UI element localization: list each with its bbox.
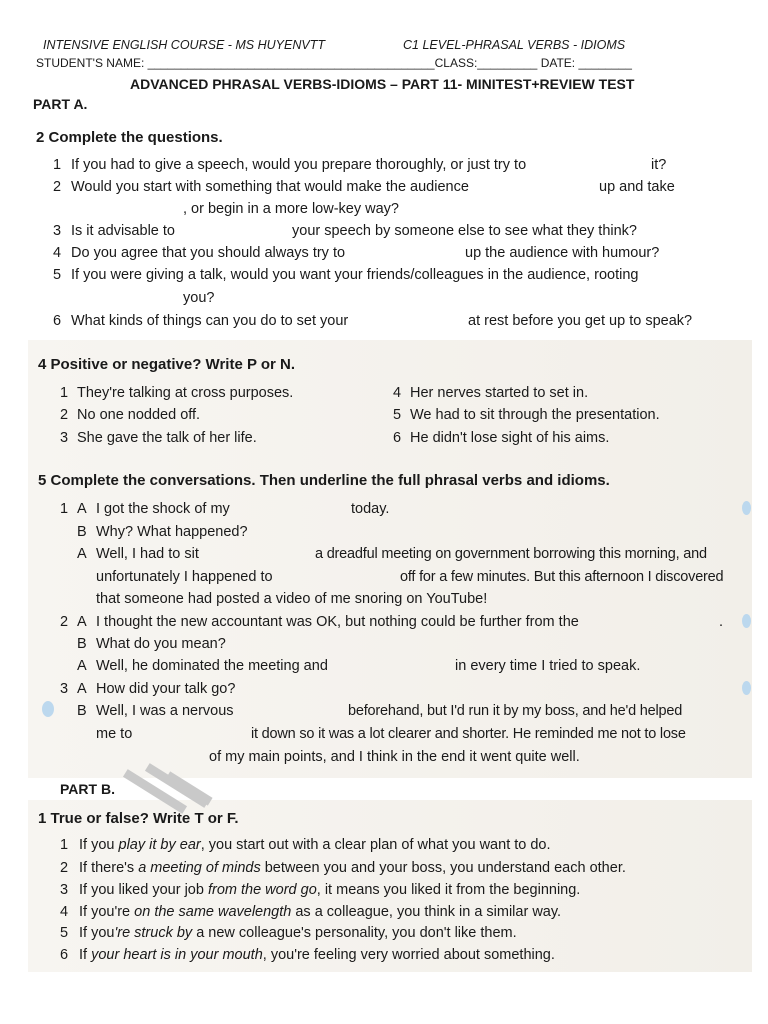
item-number: 1	[60, 501, 69, 517]
decorative-dot	[742, 681, 751, 695]
item-text: Would you start with something that would make the audience	[71, 179, 469, 195]
item-text: , or begin in a more low-key way?	[183, 201, 399, 217]
item-text	[79, 947, 555, 963]
item-text-end: it?	[651, 157, 667, 173]
item-text-pre: If you liked your job	[79, 882, 208, 898]
item-text-pre: If	[79, 947, 92, 963]
decorative-dot	[742, 501, 751, 515]
line-text: How did your talk go?	[96, 681, 236, 697]
item-number: 6	[60, 947, 69, 963]
speaker: A	[77, 614, 87, 630]
idiom-text: on the same wavelength	[134, 904, 292, 920]
item-text: We had to sit through the presentation.	[410, 407, 660, 423]
item-text-post: , you're feeling very worried about something.	[262, 947, 555, 963]
item-text-pre: If you	[79, 837, 119, 853]
line-text: I got the shock of my	[96, 501, 230, 517]
exercise-4-heading: 4 Positive or negative? Write P or N.	[38, 356, 296, 373]
item-text-end: up and take	[599, 179, 675, 195]
item-text: Do you agree that you should always try to	[71, 245, 346, 261]
level-name: C1 LEVEL-PHRASAL VERBS - IDIOMS	[403, 38, 626, 52]
item-number: 3	[60, 882, 69, 898]
item-number: 2	[60, 860, 69, 876]
item-text-pre: If you	[79, 925, 115, 941]
speaker: B	[77, 703, 87, 719]
idiom-text: from the word go	[207, 882, 317, 898]
exercise-5-heading: 5 Complete the conversations. Then underline the full phrasal verbs and idioms.	[38, 472, 610, 489]
decorative-dot	[42, 701, 54, 717]
item-text: If you had to give a speech, would you prepare thoroughly, or just try to	[71, 157, 527, 173]
item-number: 5	[393, 407, 402, 423]
item-text-pre: If you're	[79, 904, 135, 920]
item-text	[79, 925, 517, 941]
item-text: They're talking at cross purposes.	[77, 385, 294, 401]
item-number: 4	[53, 245, 62, 261]
item-text	[79, 837, 551, 853]
item-text: Her nerves started to set in.	[410, 385, 589, 401]
speaker: A	[77, 658, 87, 674]
line-text: Well, I had to sit	[96, 546, 199, 562]
speaker: A	[77, 501, 87, 517]
item-text: What kinds of things can you do to set your	[71, 313, 349, 329]
item-text-end: at rest before you get up to speak?	[468, 313, 693, 329]
item-text-post: , it means you liked it from the beginning.	[316, 882, 581, 898]
item-number: 4	[393, 385, 402, 401]
line-text: Well, I was a nervous	[96, 703, 234, 719]
line-text-end: beforehand, but I'd run it by my boss, and he'd helped	[348, 703, 683, 719]
idiom-text: play it by ear	[118, 837, 201, 853]
line-text: Well, he dominated the meeting and	[96, 658, 328, 674]
part-b-label: PART B.	[60, 781, 115, 797]
item-number: 1	[60, 385, 69, 401]
idiom-text: 're struck by	[114, 925, 193, 941]
line-text: that someone had posted a video of me snoring on YouTube!	[96, 591, 488, 607]
item-text-pre: If there's	[79, 860, 139, 876]
item-text-post: a new colleague's personality, you don't like them.	[192, 925, 517, 941]
part-a-label: PART A.	[33, 96, 88, 112]
idiom-text: a meeting of minds	[138, 860, 261, 876]
line-text-end: it down so it was a lot clearer and shorter. He reminded me not to lose	[251, 726, 686, 742]
item-text-post: between you and your boss, you understand each other.	[260, 860, 626, 876]
line-text-end: off for a few minutes. But this afternoon I discovered	[400, 569, 724, 585]
item-text-end: your speech by someone else to see what they think?	[292, 223, 637, 239]
line-text: What do you mean?	[96, 636, 226, 652]
line-text: I thought the new accountant was OK, but nothing could be further from the	[96, 614, 579, 630]
item-text: If you were giving a talk, would you want your friends/colleagues in the audience, rooting	[71, 267, 639, 283]
item-number: 2	[60, 407, 69, 423]
line-text-end: today.	[351, 501, 390, 517]
item-number: 5	[53, 267, 62, 283]
line-text-end: a dreadful meeting on government borrowing this morning, and	[315, 546, 707, 562]
line-text-end: .	[719, 614, 724, 630]
item-number: 3	[53, 223, 62, 239]
item-text	[79, 860, 626, 876]
item-text: No one nodded off.	[77, 407, 201, 423]
page-title: ADVANCED PHRASAL VERBS-IDIOMS – PART 11- MINITEST+REVIEW TEST	[130, 76, 635, 92]
item-number: 5	[60, 925, 69, 941]
item-text: He didn't lose sight of his aims.	[410, 430, 610, 446]
exercise-2-heading: 2 Complete the questions.	[36, 129, 223, 146]
item-number: 1	[60, 837, 69, 853]
speaker: B	[77, 524, 87, 540]
item-text: She gave the talk of her life.	[77, 430, 257, 446]
item-number: 4	[60, 904, 69, 920]
item-number: 1	[53, 157, 62, 173]
line-text-end: of my main points, and I think in the end it went quite well.	[209, 749, 580, 765]
item-number: 2	[60, 614, 69, 630]
speaker: B	[77, 636, 87, 652]
exercise-1-heading: 1 True or false? Write T or F.	[38, 810, 239, 827]
course-name: INTENSIVE ENGLISH COURSE - MS HUYENVTT	[43, 38, 325, 52]
item-text-end: up the audience with humour?	[465, 245, 660, 261]
item-text: Is it advisable to	[71, 223, 175, 239]
item-text-post: , you start out with a clear plan of what you want to do.	[200, 837, 551, 853]
speaker: A	[77, 681, 87, 697]
item-text-post: as a colleague, you think in a similar way.	[291, 904, 562, 920]
item-number: 2	[53, 179, 62, 195]
speaker: A	[77, 546, 87, 562]
item-number: 3	[60, 430, 69, 446]
item-number: 6	[53, 313, 62, 329]
line-text: unfortunately I happened to	[96, 569, 273, 585]
line-text-end: in every time I tried to speak.	[455, 658, 641, 674]
item-text	[79, 882, 580, 898]
line-text: Why? What happened?	[96, 524, 248, 540]
idiom-text: your heart is in your mouth	[91, 947, 263, 963]
item-text: you?	[183, 290, 215, 306]
line-text: me to	[96, 726, 133, 742]
item-number: 6	[393, 430, 402, 446]
item-number: 3	[60, 681, 69, 697]
decorative-dot	[742, 614, 751, 628]
student-info-line: STUDENT'S NAME: ___________________________________________CLASS:_________ DATE: ________	[36, 56, 632, 70]
item-text	[79, 904, 561, 920]
